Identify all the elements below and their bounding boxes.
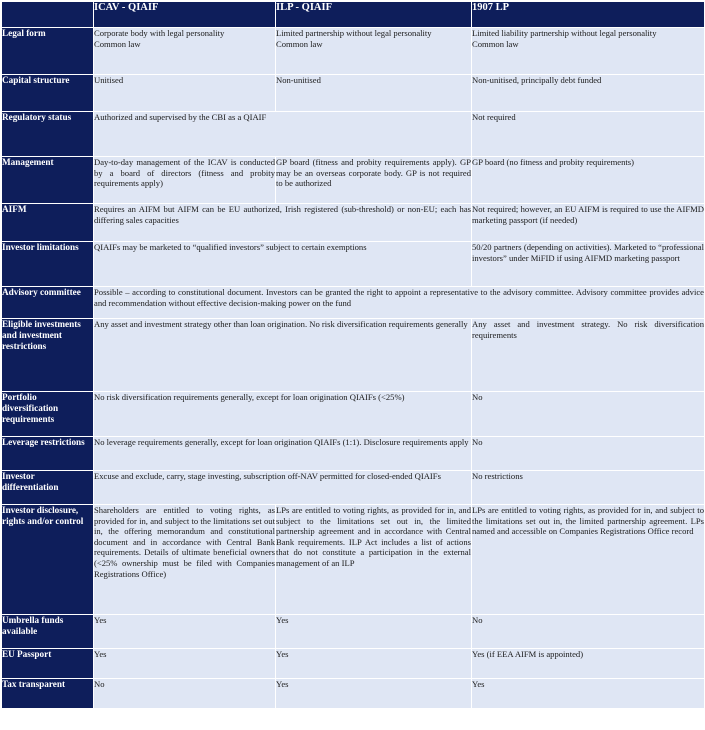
cell-icav-ilp-aifm: Requires an AIFM but AIFM can be EU authorized, Irish registered (sub-threshold) or non-EU; each has differing sales capacities [94,204,472,242]
table-row-eligible-investments [2,319,705,392]
cell-lp-capital-structure: Non-unitised, principally debt funded [472,75,705,112]
icav-legal-form-line1: Corporate body with legal personality [94,28,225,38]
cell-icav-eu-passport: Yes [94,649,276,679]
cell-icav-management: Day-to-day management of the ICAV is conducted by a board of directors (fitness and probity requirements apply) [94,157,276,204]
cell-ilp-legal-form [276,28,472,75]
table-row-leverage-restrictions [2,437,705,471]
cell-ilp-tax-transparent: Yes [276,679,472,709]
row-label-investor-disclosure: Investor disclosure, rights and/or control [2,505,94,615]
header-row [2,2,705,28]
row-label-aifm: AIFM [2,204,94,242]
cell-lp-investor-disclosure: LPs are entitled to voting rights, as provided for in, and subject to the limitations set out in, the limited partnership agreement. LPs named and accessible on Companies Registrations Office record [472,505,705,615]
lp-legal-form-line2: Common law [472,38,519,49]
icav-legal-form-line2: Common law [94,38,141,49]
row-label-eligible-investments: Eligible investments and investment restrictions [2,319,94,392]
fund-structure-comparison-table [1,1,705,709]
cell-lp-management: GP board (no fitness and probity requirements) [472,157,705,204]
table-row-aifm [2,204,705,242]
ilp-legal-form-line2: Common law [276,38,323,49]
table-row-investor-differentiation [2,471,705,505]
table-row-investor-disclosure [2,505,705,615]
table-row-umbrella-funds [2,615,705,649]
cell-lp-aifm: Not required; however, an EU AIFM is required to use the AIFMD marketing passport (if needed) [472,204,705,242]
table-row-regulatory-status [2,112,705,157]
table-row-eu-passport [2,649,705,679]
row-label-leverage-restrictions: Leverage restrictions [2,437,94,471]
table-row-advisory-committee [2,287,705,319]
table-row-portfolio-diversification [2,392,705,437]
cell-lp-tax-transparent: Yes [472,679,705,709]
row-label-investor-limitations: Investor limitations [2,242,94,287]
row-label-eu-passport: EU Passport [2,649,94,679]
cell-icav-ilp-eligible-investments: Any asset and investment strategy other than loan origination. No risk diversification requirements generally [94,319,472,392]
cell-ilp-umbrella-funds: Yes [276,615,472,649]
header-ilp-qiaif: ILP - QIAIF [276,2,472,28]
row-label-investor-differentiation: Investor differentiation [2,471,94,505]
cell-icav-ilp-investor-differentiation: Excuse and exclude, carry, stage investing, subscription off-NAV permitted for closed-ended QIAIFs [94,471,472,505]
row-label-advisory-committee: Advisory committee [2,287,94,319]
cell-icav-umbrella-funds: Yes [94,615,276,649]
cell-ilp-capital-structure: Non-unitised [276,75,472,112]
cell-icav-legal-form [94,28,276,75]
row-label-legal-form: Legal form [2,28,94,75]
table-row-management [2,157,705,204]
cell-lp-portfolio-diversification: No [472,392,705,437]
table-row-tax-transparent [2,679,705,709]
cell-lp-legal-form [472,28,705,75]
cell-icav-investor-disclosure: Shareholders are entitled to voting rights, as provided for in, and subject to the limitations set out in, the offering memorandum and constitutional document and in accordance with Central Bank requirements. Details of ultimate beneficial owners (<25% ownership must be filed with Companies Registrations Office) [94,505,276,615]
ilp-legal-form-line1: Limited partnership without legal personality [276,28,432,38]
row-label-umbrella-funds: Umbrella funds available [2,615,94,649]
row-label-capital-structure: Capital structure [2,75,94,112]
cell-icav-ilp-regulatory-status: Authorized and supervised by the CBI as a QIAIF [94,112,472,157]
cell-icav-tax-transparent: No [94,679,276,709]
cell-ilp-eu-passport: Yes [276,649,472,679]
cell-icav-ilp-portfolio-diversification: No risk diversification requirements generally, except for loan origination QIAIFs (<25%) [94,392,472,437]
row-label-tax-transparent: Tax transparent [2,679,94,709]
cell-lp-leverage-restrictions: No [472,437,705,471]
cell-icav-ilp-leverage-restrictions: No leverage requirements generally, except for loan origination QIAIFs (1:1). Disclosure requirements apply [94,437,472,471]
cell-lp-investor-limitations: 50/20 partners (depending on activities). Marketed to “professional investors” under MiFID if using AIFMD marketing passport [472,242,705,287]
cell-icav-ilp-investor-limitations: QIAIFs may be marketed to “qualified investors” subject to certain exemptions [94,242,472,287]
cell-icav-capital-structure: Unitised [94,75,276,112]
row-label-regulatory-status: Regulatory status [2,112,94,157]
cell-ilp-investor-disclosure: LPs are entitled to voting rights, as provided for in, and subject to the limitations set out in, the limited partnership agreement and in accordance with Central Bank requirements. ILP Act includes a list of actions that do not constitute a participation in the external management of an ILP [276,505,472,615]
cell-lp-eu-passport: Yes (if EEA AIFM is appointed) [472,649,705,679]
cell-lp-eligible-investments: Any asset and investment strategy. No risk diversification requirements [472,319,705,392]
cell-ilp-management: GP board (fitness and probity requirements apply). GP may be an overseas corporate body. GP is not required to be authorized [276,157,472,204]
cell-all-advisory-committee: Possible – according to constitutional document. Investors can be granted the right to appoint a representative to the advisory committee. Advisory committee provides advice and recommendation without effective decision-making power on the fund [94,287,705,319]
table-row-capital-structure [2,75,705,112]
comparison-table-container [1,1,704,728]
header-icav-qiaif: ICAV - QIAIF [94,2,276,28]
cell-lp-regulatory-status: Not required [472,112,705,157]
cell-lp-umbrella-funds: No [472,615,705,649]
table-row-investor-limitations [2,242,705,287]
header-corner [2,2,94,28]
lp-legal-form-line1: Limited liability partnership without legal personality [472,28,657,38]
cell-lp-investor-differentiation: No restrictions [472,471,705,505]
row-label-portfolio-diversification: Portfolio diversification requirements [2,392,94,437]
header-1907-lp: 1907 LP [472,2,705,28]
row-label-management: Management [2,157,94,204]
table-row-legal-form [2,28,705,75]
